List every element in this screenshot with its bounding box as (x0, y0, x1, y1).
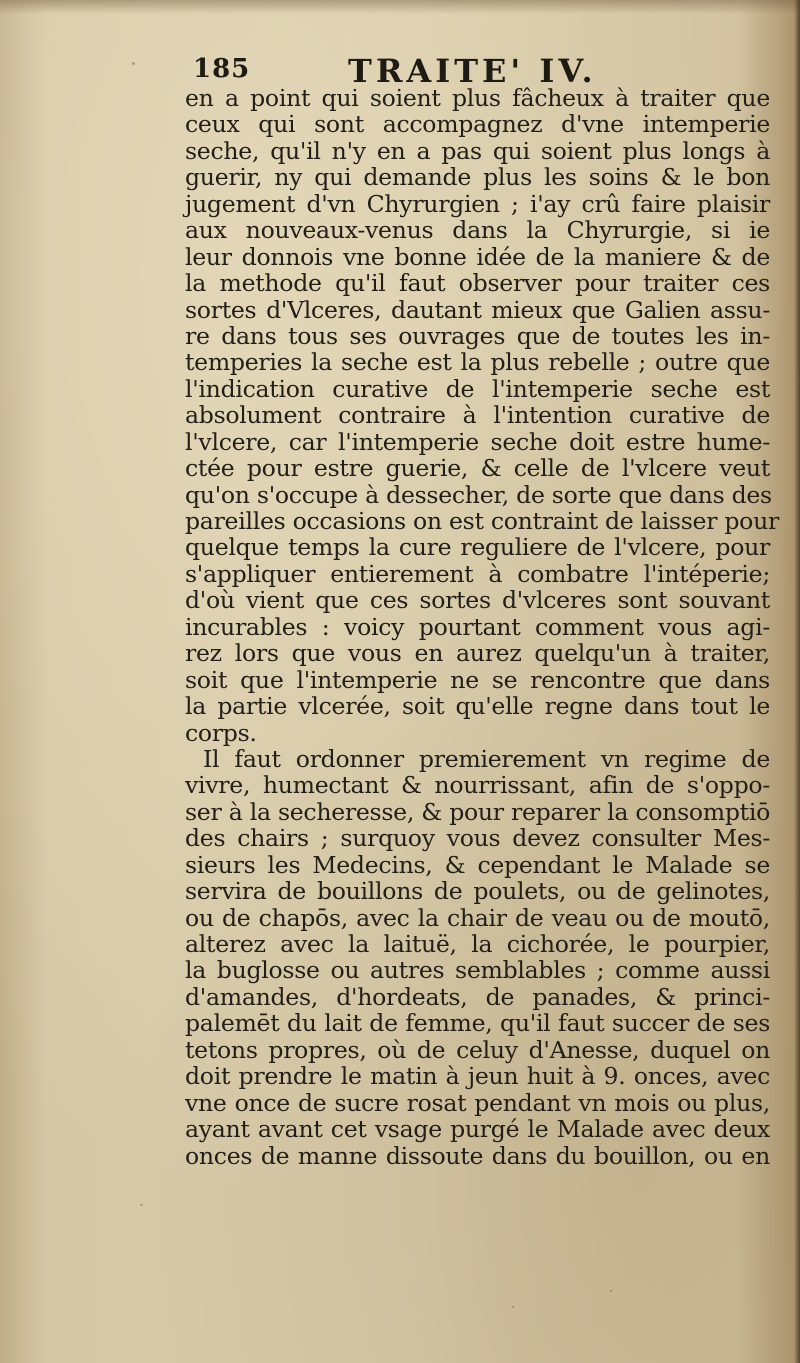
body-text (185, 84, 779, 1170)
text-line: l'vlcere, car l'intemperie seche doit estre hume- (185, 427, 770, 456)
paper-speck (610, 1290, 612, 1292)
running-title: TRAITE' IV. (348, 52, 597, 90)
text-line: alterez avec la laituë, la cichorée, le pourpier, (185, 930, 770, 958)
text-line: absolument contraire à l'intention curative de (185, 401, 770, 430)
text-line: en a point qui soient plus fâcheux à traiter que (185, 84, 770, 112)
text-line: des chairs ; surquoy vous devez consulter Mes- (185, 824, 770, 853)
text-line: d'amandes, d'hordeats, de panades, & princi- (185, 982, 770, 1011)
text-line: sieurs les Medecins, & cependant le Malade se (185, 850, 770, 879)
text-line: la methode qu'il faut observer pour traiter ces (185, 269, 770, 298)
text-line: re dans tous ses ouvrages que de toutes les in- (185, 321, 770, 350)
text-line: quelque temps la cure reguliere de l'vlcere, pour (185, 533, 770, 562)
text-line: vivre, humectant & nourrissant, afin de s'oppo- (185, 771, 770, 800)
text-line: aux nouveaux-venus dans la Chyrurgie, si ie (185, 216, 770, 245)
text-line: ser à la secheresse, & pour reparer la consomptiō (185, 797, 770, 826)
text-line: ou de chapōs, avec la chair de veau ou de moutō, (185, 903, 770, 932)
text-line: leur donnois vne bonne idée de la maniere & de (185, 242, 770, 271)
text-line: incurables : voicy pourtant comment vous agi- (185, 612, 770, 641)
text-line: ayant avant cet vsage purgé le Malade avec deux (185, 1115, 770, 1144)
text-line: onces de manne dissoute dans du bouillon, ou en (185, 1141, 770, 1170)
text-line: guerir, ny qui demande plus les soins & le bon (185, 163, 770, 192)
text-line: ceux qui sont accompagnez d'vne intemperie (185, 110, 770, 139)
text-line: vne once de sucre rosat pendant vn mois ou plus, (185, 1088, 770, 1117)
paper-speck (512, 1306, 514, 1308)
text-line: seche, qu'il n'y en a pas qui soient plus longs à (185, 136, 770, 165)
text-line: la partie vlcerée, soit qu'elle regne dans tout le (185, 692, 770, 721)
text-line: l'indication curative de l'intemperie seche est (185, 374, 770, 403)
text-line: d'où vient que ces sortes d'vlceres sont souvant (185, 586, 770, 615)
text-line: la buglosse ou autres semblables ; comme aussi (185, 956, 770, 985)
paper-speck (140, 1204, 143, 1206)
paragraph-end-line: corps. (185, 718, 257, 747)
paragraph-start-line: Il faut ordonner premierement vn regime de (203, 744, 770, 773)
paper-speck (132, 62, 135, 65)
text-line: doit prendre le matin à jeun huit à 9. onces, avec (185, 1062, 770, 1091)
text-line: rez lors que vous en aurez quelqu'un à traiter, (185, 639, 770, 668)
text-line: servira de bouillons de poulets, ou de gelinotes, (185, 877, 770, 906)
text-line: jugement d'vn Chyrurgien ; i'ay crû faire plaisir (185, 189, 770, 218)
text-line: s'appliquer entierement à combatre l'intéperie; (185, 559, 770, 588)
page-gutter-edge (794, 0, 800, 1363)
top-shadow (0, 0, 800, 14)
text-line: tetons propres, où de celuy d'Anesse, duquel on (185, 1035, 770, 1064)
text-line: pareilles occasions on est contraint de laisser pour (185, 507, 779, 535)
text-line: soit que l'intemperie ne se rencontre que dans (185, 665, 770, 694)
page-number: 185 (193, 54, 251, 84)
text-line: sortes d'Vlceres, dautant mieux que Galien assu- (185, 295, 770, 324)
text-line: qu'on s'occupe à dessecher, de sorte que dans des (185, 480, 772, 509)
text-line: temperies la seche est la plus rebelle ; outre que (185, 348, 770, 377)
text-line: ctée pour estre guerie, & celle de l'vlcere veut (185, 454, 770, 483)
text-line: palemēt du lait de femme, qu'il faut succer de ses (185, 1009, 770, 1038)
